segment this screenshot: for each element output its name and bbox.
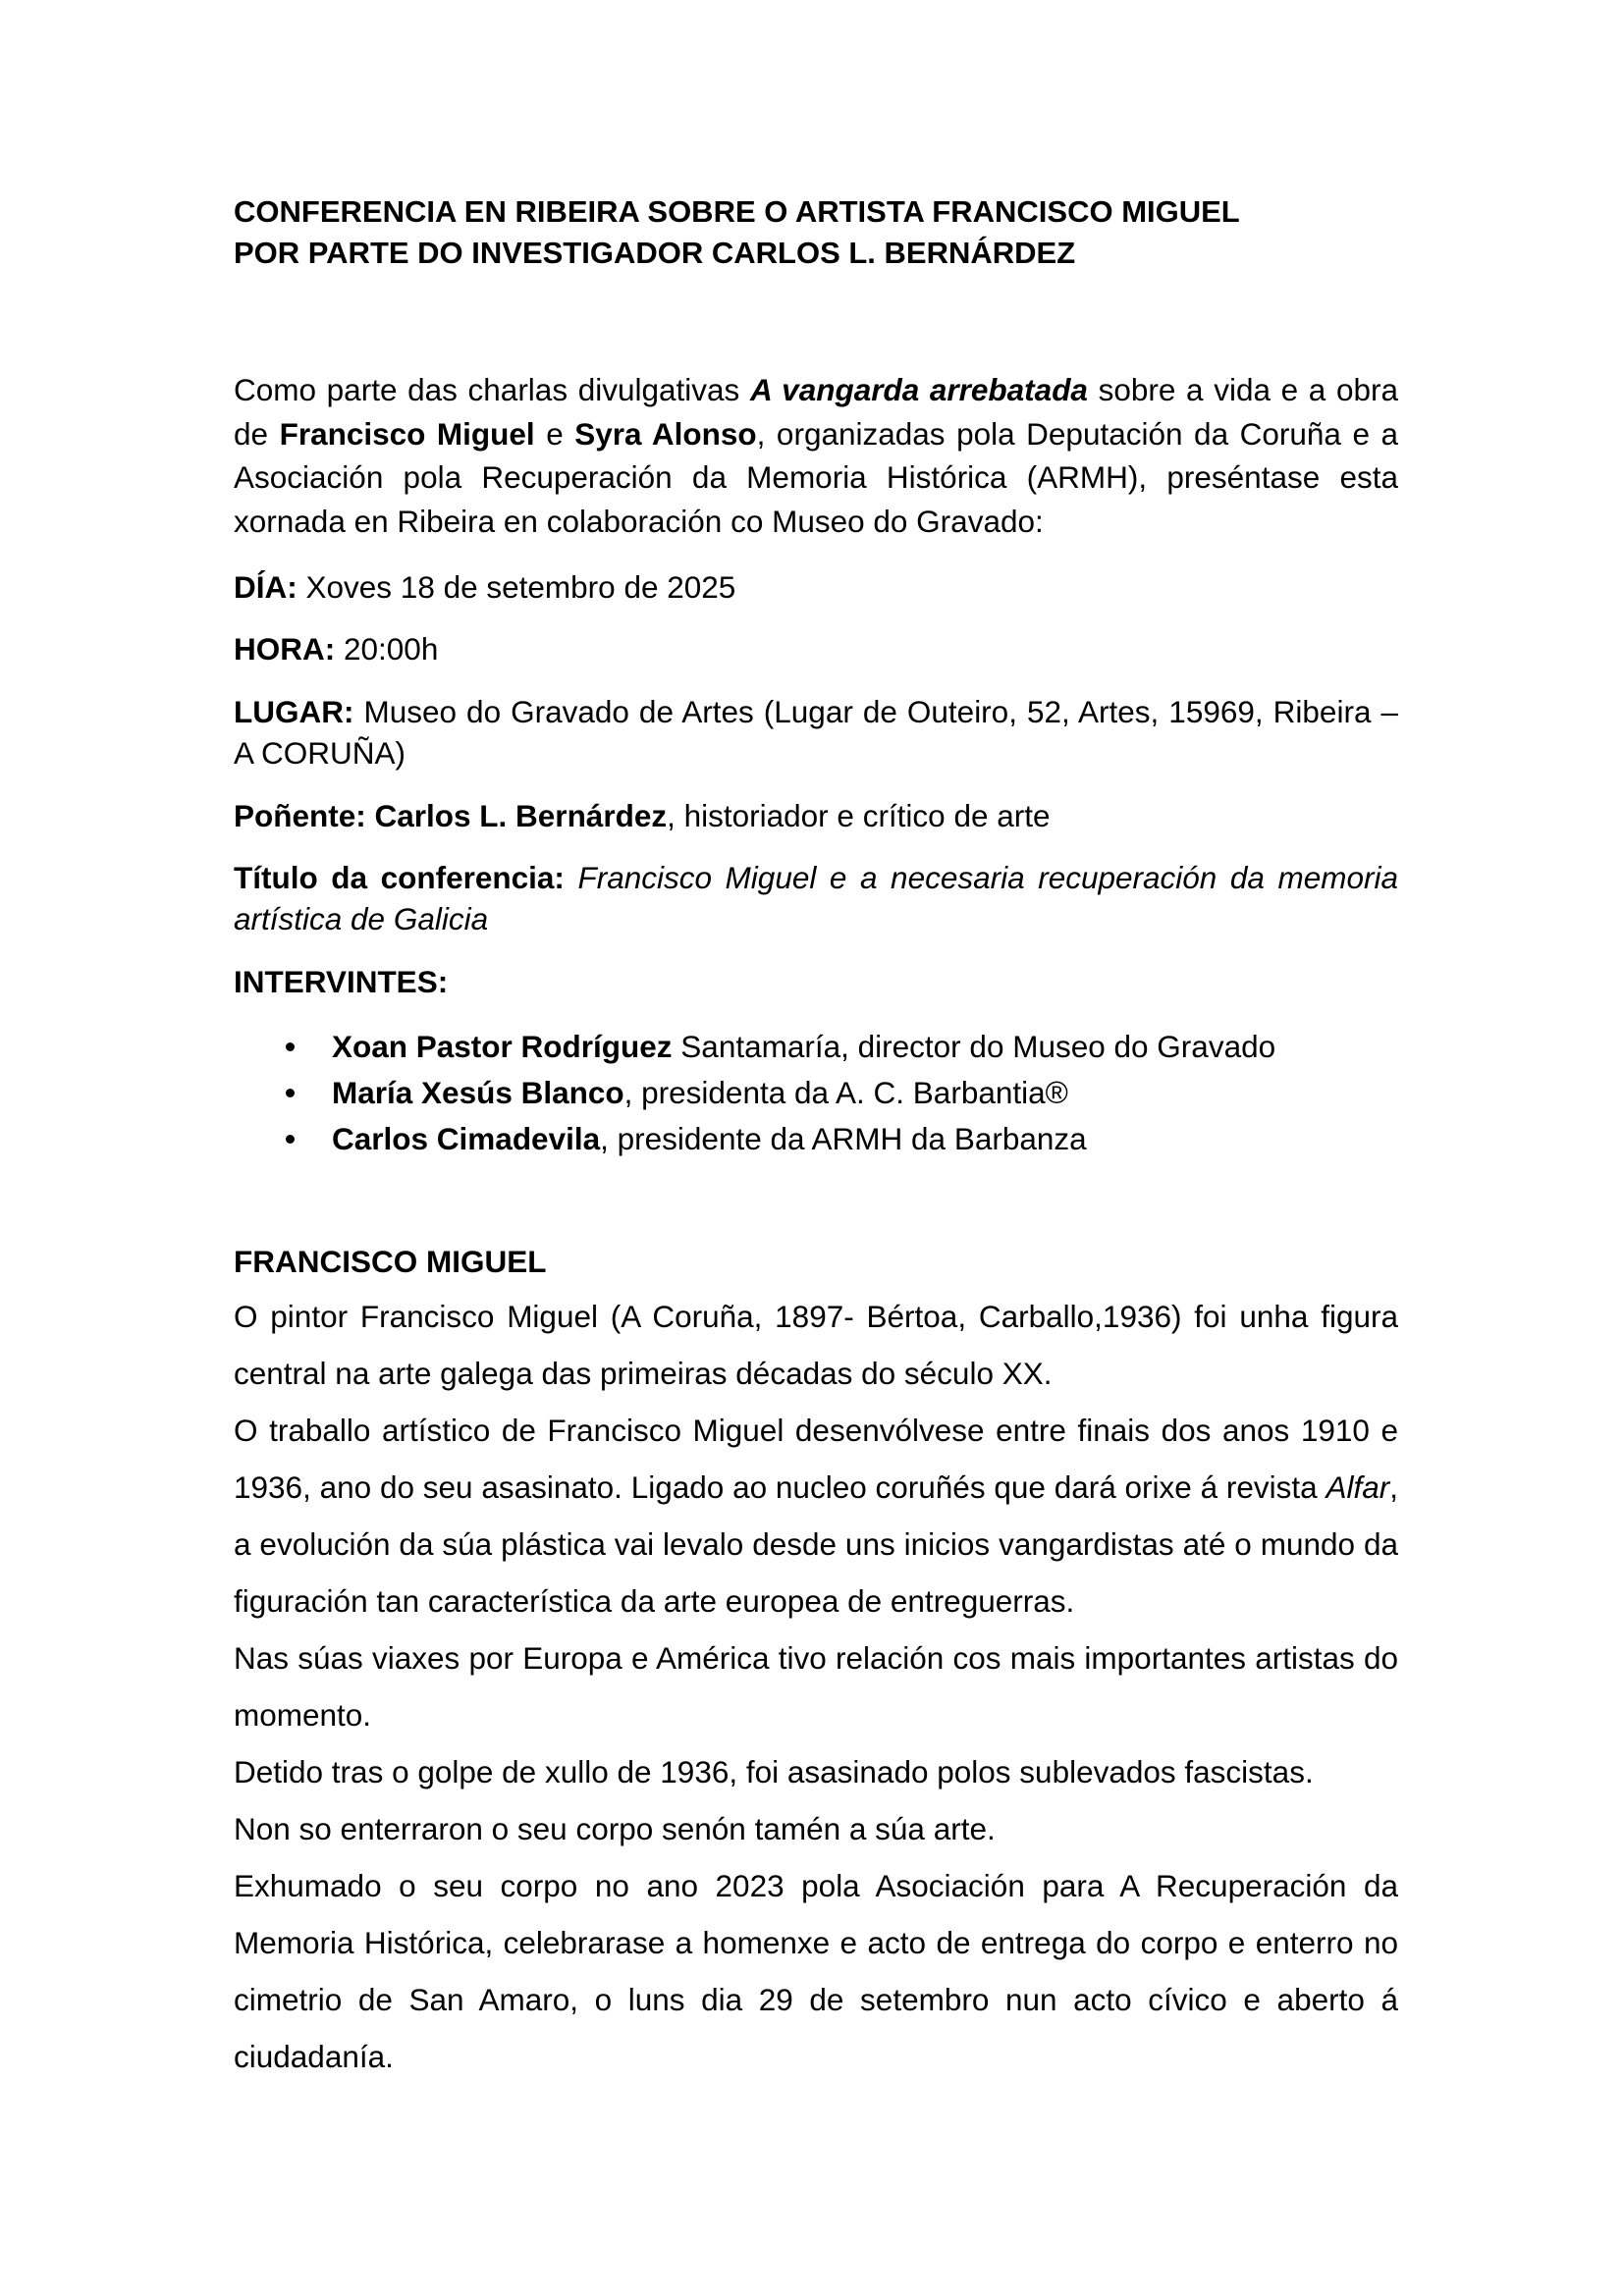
participant-role: Santamaría, director do Museo do Gravado [672, 1029, 1276, 1064]
talk-title-field [234, 857, 1398, 939]
intro-text-3: e [534, 415, 575, 452]
participant-name: María Xesús Blanco [332, 1075, 624, 1110]
intro-text-1: Como parte das charlas divulgativas [234, 372, 750, 407]
time-value: 20:00h [335, 631, 439, 667]
intro-text-4: , organizadas pola Deputación da Coruña e a Asociación pola Recuperación da Memoria Histórica (ARMH), preséntase esta xornada en Ribeira en colaboración co Museo do Gravado: [234, 415, 1399, 539]
participant-name: Xoan Pastor Rodríguez [332, 1029, 673, 1064]
document-title-line-2: POR PARTE DO INVESTIGADOR CARLOS L. BERNÁRDEZ [234, 236, 1076, 270]
bio-paragraph: Detido tras o golpe de xullo de 1936, foi asasinado polos sublevados fascistas. [234, 1754, 1314, 1789]
place-label: LUGAR: [234, 694, 354, 729]
list-item [234, 1024, 1398, 1070]
biography-section [234, 1288, 1398, 2085]
date-value: Xoves 18 de setembro de 2025 [297, 569, 736, 605]
bio-paragraph: Exhumado o seu corpo no ano 2023 pola Asociación para A Recuperación da Memoria Histórica, celebrarase a homenxe e acto de entrega do corpo e enterro no cimetrio de San Amaro, o luns dia 29 de setembro nun acto cívico e aberto á ciudadanía. [234, 1868, 1398, 2074]
section-heading: FRANCISCO MIGUEL [234, 1244, 547, 1279]
speaker-label: Poñente: Carlos L. Bernárdez [234, 798, 668, 833]
speaker-value: , historiador e crítico de arte [667, 798, 1051, 833]
intro-text-2: sobre a vida e a obra de [234, 372, 1398, 452]
artist-name-2: Syra Alonso [574, 415, 757, 452]
magazine-name: Alfar [1325, 1469, 1390, 1505]
date-field [234, 566, 1398, 608]
list-item [234, 1116, 1398, 1162]
participant-role: , presidenta da A. C. Barbantia® [623, 1075, 1068, 1110]
talk-title-label: Título da conferencia: [234, 860, 565, 895]
bullet-icon [286, 1135, 295, 1144]
date-label: DÍA: [234, 569, 298, 605]
series-name: A vangarda arrebatada [749, 372, 1088, 407]
bio-paragraph: O pintor Francisco Miguel (A Coruña, 1897- Bértoa, Carballo,1936) foi unha figura central na arte galega das primeiras décadas do século XX. [234, 1299, 1398, 1391]
time-label: HORA: [234, 631, 336, 667]
list-item [234, 1070, 1398, 1116]
intro-paragraph [234, 368, 1398, 543]
bio-text: O traballo artístico de Francisco Miguel desenvólvese entre finais dos anos 1910 e 1936, ano do seu asasinato. Ligado ao nucleo coruñés que dará orixe á revista [234, 1413, 1398, 1505]
place-value: Museo do Gravado de Artes (Lugar de Outeiro, 52, Artes, 15969, Ribeira – A CORUÑA) [234, 694, 1398, 771]
talk-title-value: Francisco Miguel e a necesaria recuperación da memoria artística de Galicia [234, 860, 1398, 936]
bio-paragraph: Nas súas viaxes por Europa e América tivo relación cos mais importantes artistas do momento. [234, 1640, 1398, 1733]
time-field [234, 628, 1398, 669]
participant-role: , presidente da ARMH da Barbanza [600, 1121, 1087, 1156]
bio-paragraph: Non so enterraron o seu corpo senón tamén a súa arte. [234, 1811, 996, 1846]
participants-list [234, 1024, 1398, 1162]
bio-text: , a evolución da súa plástica vai levalo desde uns inicios vangardistas até o mundo da figuración tan característica da arte europea de entreguerras. [234, 1469, 1398, 1619]
bullet-icon [286, 1042, 295, 1051]
document-title-line-1: CONFERENCIA EN RIBEIRA SOBRE O ARTISTA FRANCISCO MIGUEL [234, 194, 1240, 229]
artist-name-1: Francisco Miguel [279, 415, 535, 452]
participants-heading [234, 961, 1398, 1002]
speaker-field [234, 795, 1398, 836]
document-title [234, 191, 1398, 274]
bio-paragraph [234, 1402, 1398, 1629]
place-field [234, 691, 1398, 774]
participant-name: Carlos Cimadevila [332, 1121, 601, 1156]
bullet-icon [286, 1089, 295, 1097]
participants-label: INTERVINTES: [234, 964, 449, 999]
